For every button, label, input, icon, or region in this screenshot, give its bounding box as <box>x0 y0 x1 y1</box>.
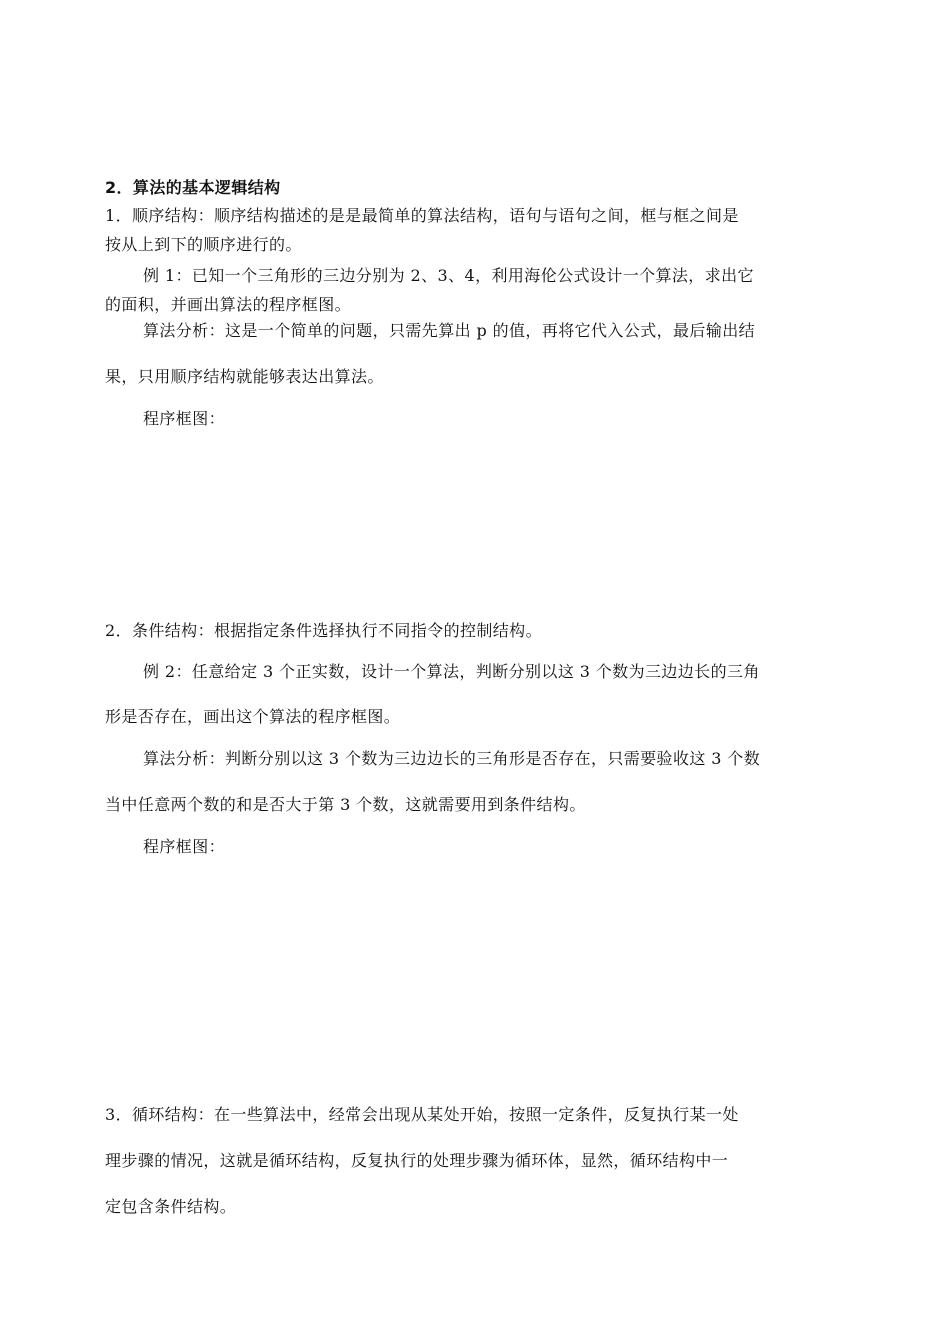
loop-structure-line-1: 3．循环结构：在一些算法中，经常会出现从某处开始，按照一定条件，反复执行某一处 <box>105 1105 739 1124</box>
sequential-structure-line-2: 按从上到下的顺序进行的。 <box>105 235 302 254</box>
analysis-2-line-1: 算法分析：判断分别以这 3 个数为三边边长的三角形是否存在，只需要验收这 3 个数 <box>143 749 761 768</box>
flowchart-label-1: 程序框图： <box>143 409 226 428</box>
example-2-line-2: 形是否存在，画出这个算法的程序框图。 <box>105 707 401 726</box>
loop-structure-line-2: 理步骤的情况，这就是循环结构，反复执行的处理步骤为循环体，显然，循环结构中一 <box>105 1151 729 1170</box>
analysis-2-line-2: 当中任意两个数的和是否大于第 3 个数，这就需要用到条件结构。 <box>105 795 586 814</box>
example-1-line-1: 例 1：已知一个三角形的三边分别为 2、3、4，利用海伦公式设计一个算法，求出它 <box>143 266 754 285</box>
conditional-structure-line-1: 2．条件结构：根据指定条件选择执行不同指令的控制结构。 <box>105 621 542 640</box>
example-2-line-1: 例 2：任意给定 3 个正实数，设计一个算法，判断分别以这 3 个数为三边边长的三角 <box>143 662 760 681</box>
example-1-line-2: 的面积，并画出算法的程序框图。 <box>105 295 352 314</box>
loop-structure-line-3: 定包含条件结构。 <box>105 1197 237 1216</box>
analysis-1-line-1: 算法分析：这是一个简单的问题，只需先算出 p 的值，再将它代入公式，最后输出结 <box>143 321 756 340</box>
section-title: 2．算法的基本逻辑结构 <box>105 178 281 197</box>
flowchart-label-2: 程序框图： <box>143 837 226 856</box>
analysis-1-line-2: 果，只用顺序结构就能够表达出算法。 <box>105 367 384 386</box>
sequential-structure-line-1: 1．顺序结构：顺序结构描述的是是最简单的算法结构，语句与语句之间，框与框之间是 <box>105 206 739 225</box>
